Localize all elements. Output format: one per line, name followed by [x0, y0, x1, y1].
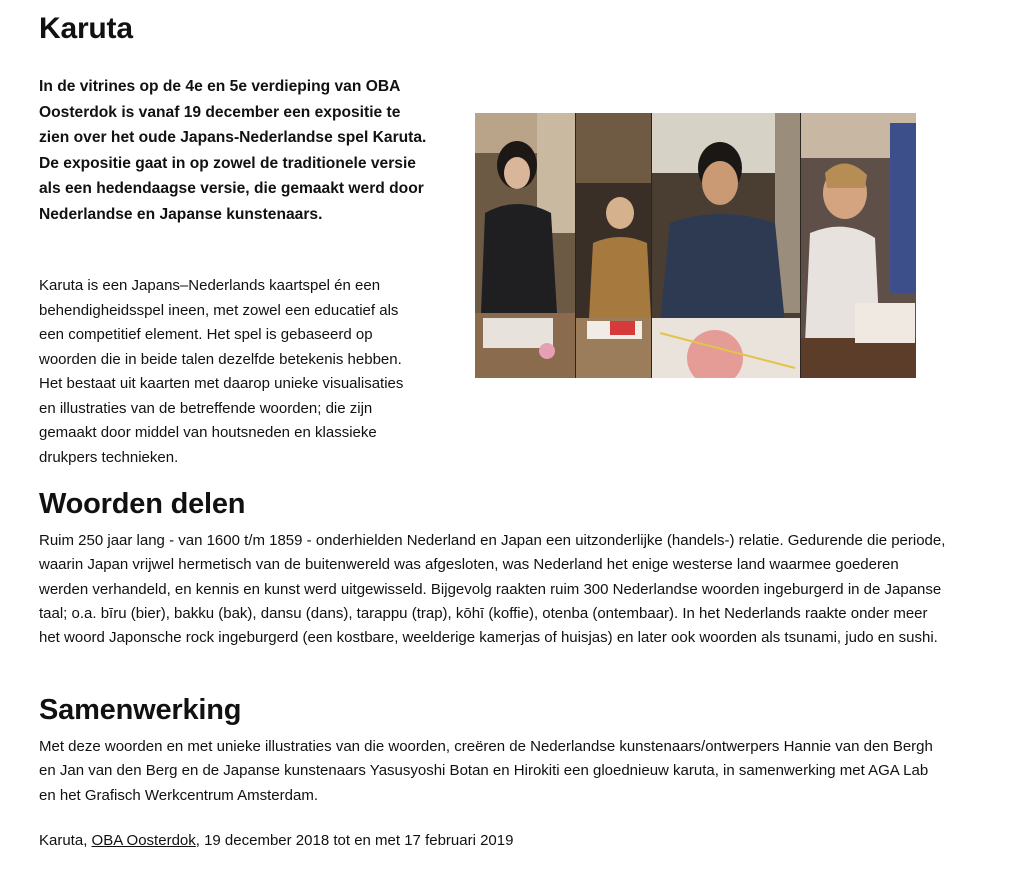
event-info-prefix: Karuta, [39, 832, 92, 849]
samenwerking-paragraph: Met deze woorden en met unieke illustraties van die woorden, creëren de Nederlandse kunstenaars/ontwerpers Hannie van den Bergh en Jan van den Berg en de Japanse kunstenaars Yasusyoshi Botan en Hirokiti een gloednieuw karuta, in samenwerking met AGA Lab en het Grafisch Werkcentrum Amsterdam. [39, 738, 933, 804]
karuta-description: Karuta is een Japans–Nederlands kaartspel én een behendigheidsspel ineen, met zowel een educatief als een competitief element. Het spel is gebaseerd op woorden die in beide talen dezelfde betekenis hebben. Het bestaat uit kaarten met daarop unieke visualisaties en illustraties van de betreffende woorden; die zijn gemaakt door middel van houtsneden en klassieke drukpers technieken. [39, 277, 404, 466]
photo-collage-icon [475, 113, 916, 378]
intro-paragraph: In de vitrines op de 4e en 5e verdieping van OBA Oosterdok is vanaf 19 december een expositie te zien over het oude Japans-Nederlandse spel Karuta. De expositie gaat in op zowel de traditionele versie als een hedendaagse versie, die gemaakt werd door Nederlandse en Japanse kunstenaars. [39, 78, 427, 223]
event-info-dates: , 19 december 2018 tot en met 17 februari 2019 [195, 832, 514, 849]
heading-samenwerking: Samenwerking [39, 694, 242, 726]
oba-oosterdok-link[interactable]: OBA Oosterdok [91, 832, 196, 849]
heading-woorden-delen: Woorden delen [39, 488, 246, 520]
artists-photo-collage [475, 113, 916, 378]
woorden-delen-paragraph: Ruim 250 jaar lang - van 1600 t/m 1859 - onderhielden Nederland en Japan een uitzonderlijke (handels-) relatie. Gedurende die periode, waarin Japan vrijwel hermetisch van de buitenwereld was afgesloten, was Nederland het enige westerse land waarmee goederen werden verhandeld, en kennis en kunst werd uitgewisseld. Bijgevolg raakten ruim 300 Nederlandse woorden ingeburgerd in de Japanse taal; o.a. bīru (bier), bakku (bak), dansu (dans), tarappu (trap), kōhī (koffie), otenba (ontembaar). In het Nederlands raakte onder meer het woord Japonsche rock ingeburgerd (een kostbare, weelderige kamerjas of huisjas) en later ook woorden als tsunami, judo en sushi. [39, 532, 946, 647]
event-info [39, 829, 513, 853]
page-title: Karuta [39, 12, 133, 45]
